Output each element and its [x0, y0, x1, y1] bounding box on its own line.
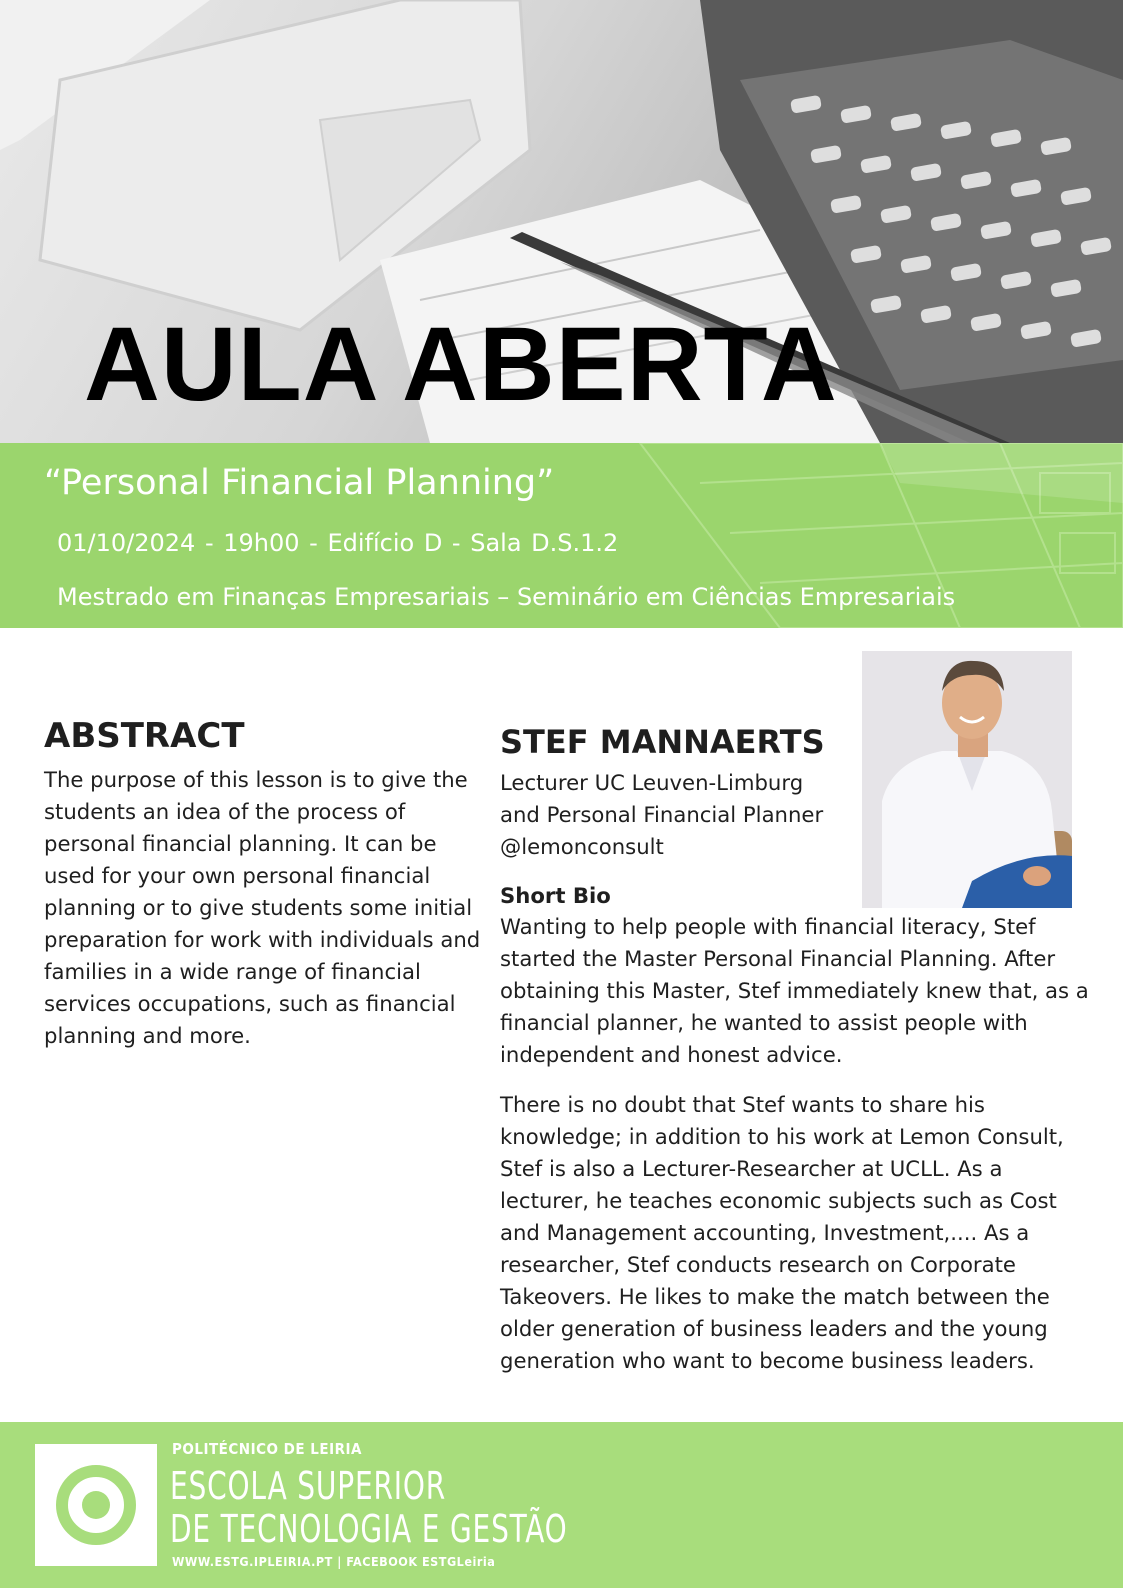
page-title: AULA ABERTA	[84, 306, 838, 423]
event-date-location: 01/10/2024 - 19h00 - Edifício D - Sala D.S.1.2	[57, 529, 619, 557]
bio-paragraph-1: Wanting to help people with financial literacy, Stef started the Master Personal Financial Planning. After obtaining this Master, Stef immediately knew that, as a financial planner, he wanted to assist people with independent and honest advice.	[500, 914, 1089, 1067]
institution-name: POLITÉCNICO DE LEIRIA	[172, 1440, 362, 1458]
speaker-photo	[862, 651, 1072, 908]
event-info-band	[0, 443, 1123, 628]
speaker-name: STEF MANNAERTS	[500, 723, 825, 761]
speaker-portrait-image	[862, 651, 1072, 908]
school-name-line-2: DE TECNOLOGIA E GESTÃO	[170, 1507, 568, 1551]
abstract-heading: ABSTRACT	[44, 716, 245, 756]
hero-banner	[0, 0, 1123, 443]
bio-paragraph-2: There is no doubt that Stef wants to share his knowledge; in addition to his work at Lemon Consult, Stef is also a Lecturer-Researcher at UCLL. As a lecturer, he teaches economic subjects such as Cost and Management accounting, Investment,.... As a researcher, Stef conducts research on Corporate Takeovers. He likes to make the match between the older generation of business leaders and the young generation who want to become business leaders.	[500, 1092, 1064, 1373]
bio-heading: Short Bio	[500, 883, 611, 908]
talk-title: “Personal Financial Planning”	[44, 463, 555, 503]
speaker-role: Lecturer UC Leuven-Limburg and Personal Financial Planner @lemonconsult	[500, 770, 824, 859]
school-logo	[35, 1444, 157, 1566]
event-program: Mestrado em Finanças Empresariais – Seminário em Ciências Empresariais	[57, 583, 956, 611]
eye-logo-icon	[35, 1444, 157, 1566]
abstract-text: The purpose of this lesson is to give the students an idea of the process of personal financial planning. It can be used for your own personal financial planning or to give students some initial preparation for work with individuals and families in a wide range of financial services occupations, such as financial planning and more.	[44, 767, 481, 1048]
footer	[0, 1422, 1123, 1588]
school-name-line-1: ESCOLA SUPERIOR	[170, 1464, 447, 1508]
school-web-link[interactable]: WWW.ESTG.IPLEIRIA.PT | FACEBOOK ESTGLeiria	[172, 1554, 496, 1569]
